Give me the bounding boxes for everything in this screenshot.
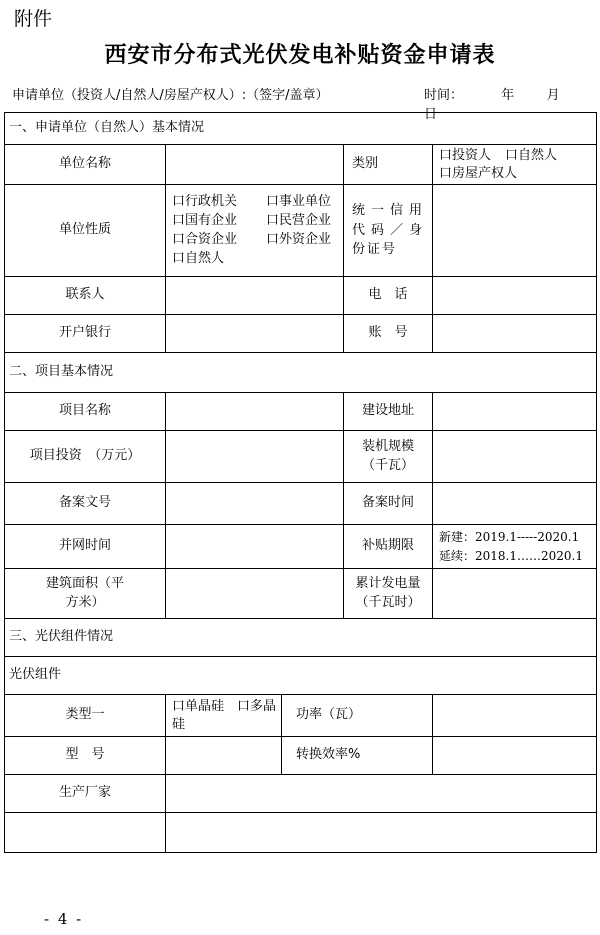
table-row xyxy=(5,483,597,525)
section-row xyxy=(5,657,597,695)
year-label: 年 xyxy=(501,88,515,103)
day-label: 日 xyxy=(424,107,438,122)
unit-nature-label: 单位性质 xyxy=(5,185,166,277)
section-1-heading: 一、申请单位（自然人）基本情况 xyxy=(5,113,597,145)
model-label: 型 号 xyxy=(5,737,166,775)
module-subheading: 光伏组件 xyxy=(5,657,597,695)
credit-code-label: 统一信用代码／身份证号 xyxy=(344,185,433,277)
blank-field[interactable] xyxy=(166,813,597,853)
table-row xyxy=(5,393,597,431)
contact-label: 联系人 xyxy=(5,277,166,315)
application-form-table xyxy=(4,112,597,853)
unit-name-label: 单位名称 xyxy=(5,145,166,185)
phone-field[interactable] xyxy=(433,277,597,315)
table-row xyxy=(5,813,597,853)
section-row xyxy=(5,113,597,145)
category-options xyxy=(433,145,597,185)
nature-option-joint-venture[interactable]: 口合资企业 xyxy=(172,231,238,247)
bank-field[interactable] xyxy=(166,315,344,353)
capacity-label: 装机规模（千瓦） xyxy=(344,431,433,483)
period-extension: 延续：2018.1……2020.1 xyxy=(439,548,583,563)
section-2-heading: 二、项目基本情况 xyxy=(5,353,597,393)
filing-no-field[interactable] xyxy=(166,483,344,525)
generation-field[interactable] xyxy=(433,569,597,619)
capacity-field[interactable] xyxy=(433,431,597,483)
credit-code-field[interactable] xyxy=(433,185,597,277)
model-field[interactable] xyxy=(166,737,282,775)
project-name-label: 项目名称 xyxy=(5,393,166,431)
table-row xyxy=(5,277,597,315)
manufacturer-label: 生产厂家 xyxy=(5,775,166,813)
area-label: 建筑面积（平方米） xyxy=(5,569,166,619)
category-label: 类别 xyxy=(344,145,433,185)
efficiency-field[interactable] xyxy=(433,737,597,775)
filing-no-label: 备案文号 xyxy=(5,483,166,525)
filing-time-label: 备案时间 xyxy=(344,483,433,525)
category-option-natural-person[interactable]: 口自然人 xyxy=(505,148,558,163)
nature-option-foreign[interactable]: 口外资企业 xyxy=(266,231,332,247)
period-new: 新建：2019.1-----2020.1 xyxy=(439,530,580,544)
module-type-label: 类型一 xyxy=(5,695,166,737)
address-label: 建设地址 xyxy=(344,393,433,431)
table-row xyxy=(5,569,597,619)
blank-cell xyxy=(5,813,166,853)
unit-name-field[interactable] xyxy=(166,145,344,185)
section-3-heading: 三、光伏组件情况 xyxy=(5,619,597,657)
investment-field[interactable] xyxy=(166,431,344,483)
account-field[interactable] xyxy=(433,315,597,353)
nature-option-gov-agency[interactable]: 口行政机关 xyxy=(172,194,238,210)
table-row xyxy=(5,775,597,813)
efficiency-label: 转换效率% xyxy=(282,737,433,775)
applicant-line: 申请单位（投资人/自然人/房屋产权人）:（签字/盖章） xyxy=(12,88,329,103)
time-label: 时间： xyxy=(424,88,464,103)
power-field[interactable] xyxy=(433,695,597,737)
manufacturer-field[interactable] xyxy=(166,775,597,813)
phone-label: 电 话 xyxy=(344,277,433,315)
month-label: 月 xyxy=(546,88,560,103)
nature-option-private[interactable]: 口民营企业 xyxy=(266,212,332,228)
nature-option-state-owned[interactable]: 口国有企业 xyxy=(172,212,238,228)
grid-time-field[interactable] xyxy=(166,525,344,569)
table-row xyxy=(5,695,597,737)
table-row xyxy=(5,145,597,185)
module-type-options[interactable]: 口单晶硅 口多晶硅 xyxy=(166,695,282,737)
project-name-field[interactable] xyxy=(166,393,344,431)
address-field[interactable] xyxy=(433,393,597,431)
nature-option-natural-person[interactable]: 口自然人 xyxy=(172,250,225,266)
table-row xyxy=(5,525,597,569)
category-option-property-owner[interactable]: 口房屋产权人 xyxy=(439,165,518,181)
table-row xyxy=(5,737,597,775)
form-title: 西安市分布式光伏发电补贴资金申请表 xyxy=(104,42,496,68)
bank-label: 开户银行 xyxy=(5,315,166,353)
account-label: 账 号 xyxy=(344,315,433,353)
attachment-label: 附件 xyxy=(14,8,53,30)
generation-label: 累计发电量（千瓦时） xyxy=(344,569,433,619)
section-row xyxy=(5,619,597,657)
page-number: - 4 - xyxy=(44,910,84,928)
area-field[interactable] xyxy=(166,569,344,619)
table-row xyxy=(5,185,597,277)
nature-option-public-institution[interactable]: 口事业单位 xyxy=(266,194,332,210)
category-option-investor[interactable]: 口投资人 xyxy=(439,148,492,163)
subsidy-period-values xyxy=(433,525,597,569)
contact-field[interactable] xyxy=(166,277,344,315)
table-row xyxy=(5,315,597,353)
investment-label: 项目投资 （万元） xyxy=(5,431,166,483)
power-label: 功率（瓦） xyxy=(282,695,433,737)
section-row xyxy=(5,353,597,393)
filing-time-field[interactable] xyxy=(433,483,597,525)
grid-time-label: 并网时间 xyxy=(5,525,166,569)
subsidy-period-label: 补贴期限 xyxy=(344,525,433,569)
table-row xyxy=(5,431,597,483)
unit-nature-options xyxy=(166,185,344,277)
